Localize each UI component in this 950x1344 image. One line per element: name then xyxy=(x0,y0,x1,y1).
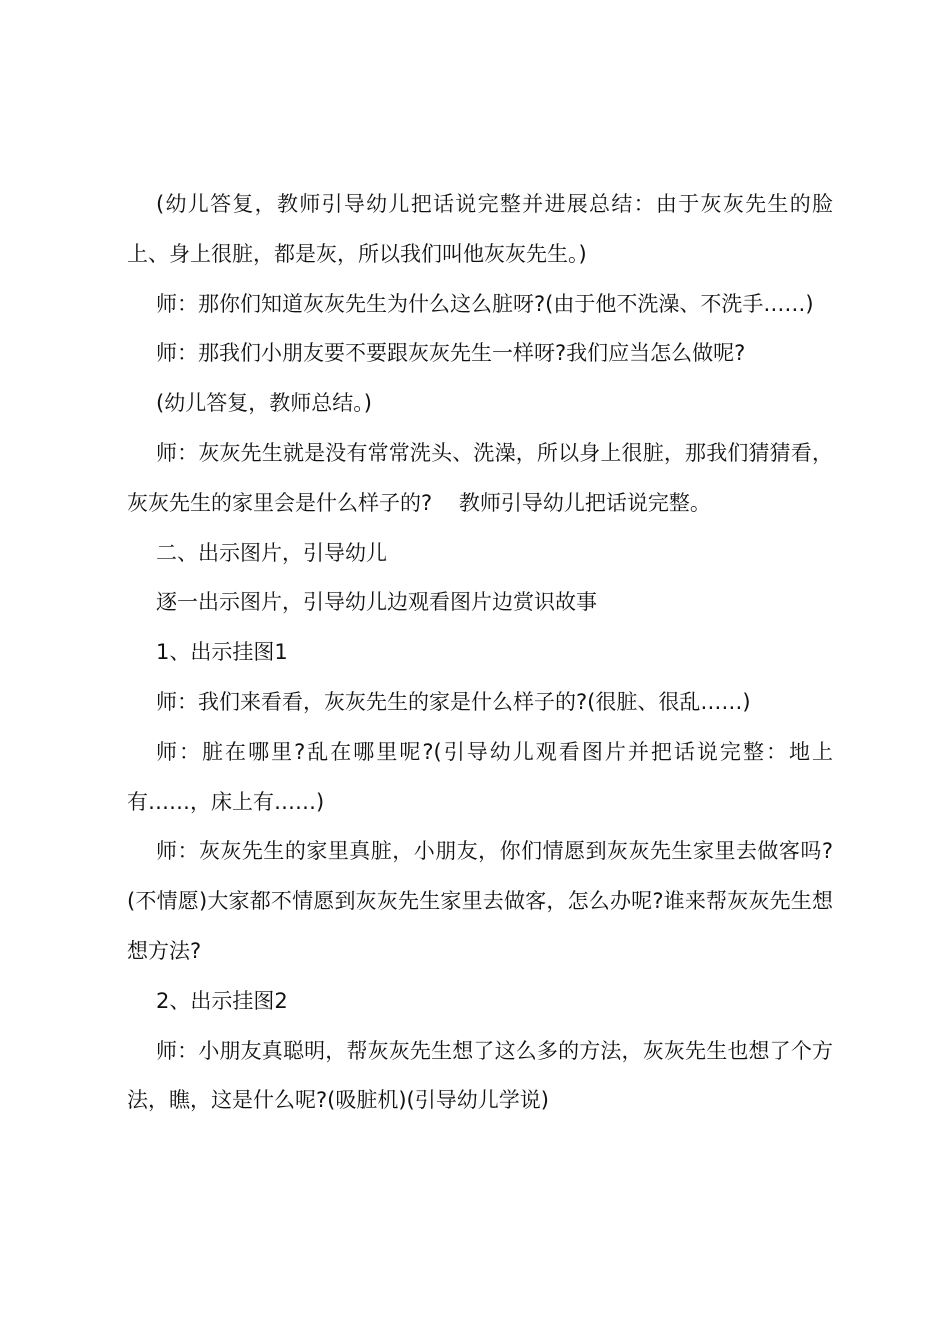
step-heading-picture-2: 2、出示挂图2 xyxy=(156,988,288,1013)
paragraph-vacuum-machine: 师：小朋友真聪明，帮灰灰先生想了这么多的方法，灰灰先生也想了个方法，瞧，这是什么呢?(吸脏机)(引导幼儿学说) xyxy=(127,1038,833,1113)
section-heading-show-pictures: 二、出示图片，引导幼儿 xyxy=(156,540,387,565)
paragraph-where-dirty: 师：脏在哪里?乱在哪里呢?(引导幼儿观看图片并把话说完整：地上有……，床上有……) xyxy=(127,739,833,814)
paragraph-what-to-do: 师：那我们小朋友要不要跟灰灰先生一样呀?我们应当怎么做呢? xyxy=(156,341,746,366)
paragraph-why-dirty: 师：那你们知道灰灰先生为什么这么脏呀?(由于他不洗澡、不洗手……) xyxy=(156,291,814,316)
paragraph-children-answer: (幼儿答复，教师引导幼儿把话说完整并进展总结：由于灰灰先生的脸上、身上很脏，都是灰，所以我们叫他灰灰先生。) xyxy=(127,192,833,266)
paragraph-visit-home: 师：灰灰先生的家里真脏，小朋友，你们情愿到灰灰先生家里去做客吗?(不情愿)大家都不情愿到灰灰先生家里去做客，怎么办呢?谁来帮灰灰先生想想方法? xyxy=(127,839,833,963)
paragraph-look-at-home: 师：我们来看看，灰灰先生的家是什么样子的?(很脏、很乱……) xyxy=(156,689,751,714)
paragraph-show-pictures-one-by-one: 逐一出示图片，引导幼儿边观看图片边赏识故事 xyxy=(156,590,597,615)
paragraph-guess-home: 师：灰灰先生就是没有常常洗头、洗澡，所以身上很脏，那我们猜猜看，灰灰先生的家里会是什么样子的? 教师引导幼儿把话说完整。 xyxy=(127,440,833,515)
paragraph-teacher-summary: (幼儿答复，教师总结。) xyxy=(156,391,372,416)
document-body xyxy=(127,180,833,1126)
step-heading-picture-1: 1、出示挂图1 xyxy=(156,640,288,665)
